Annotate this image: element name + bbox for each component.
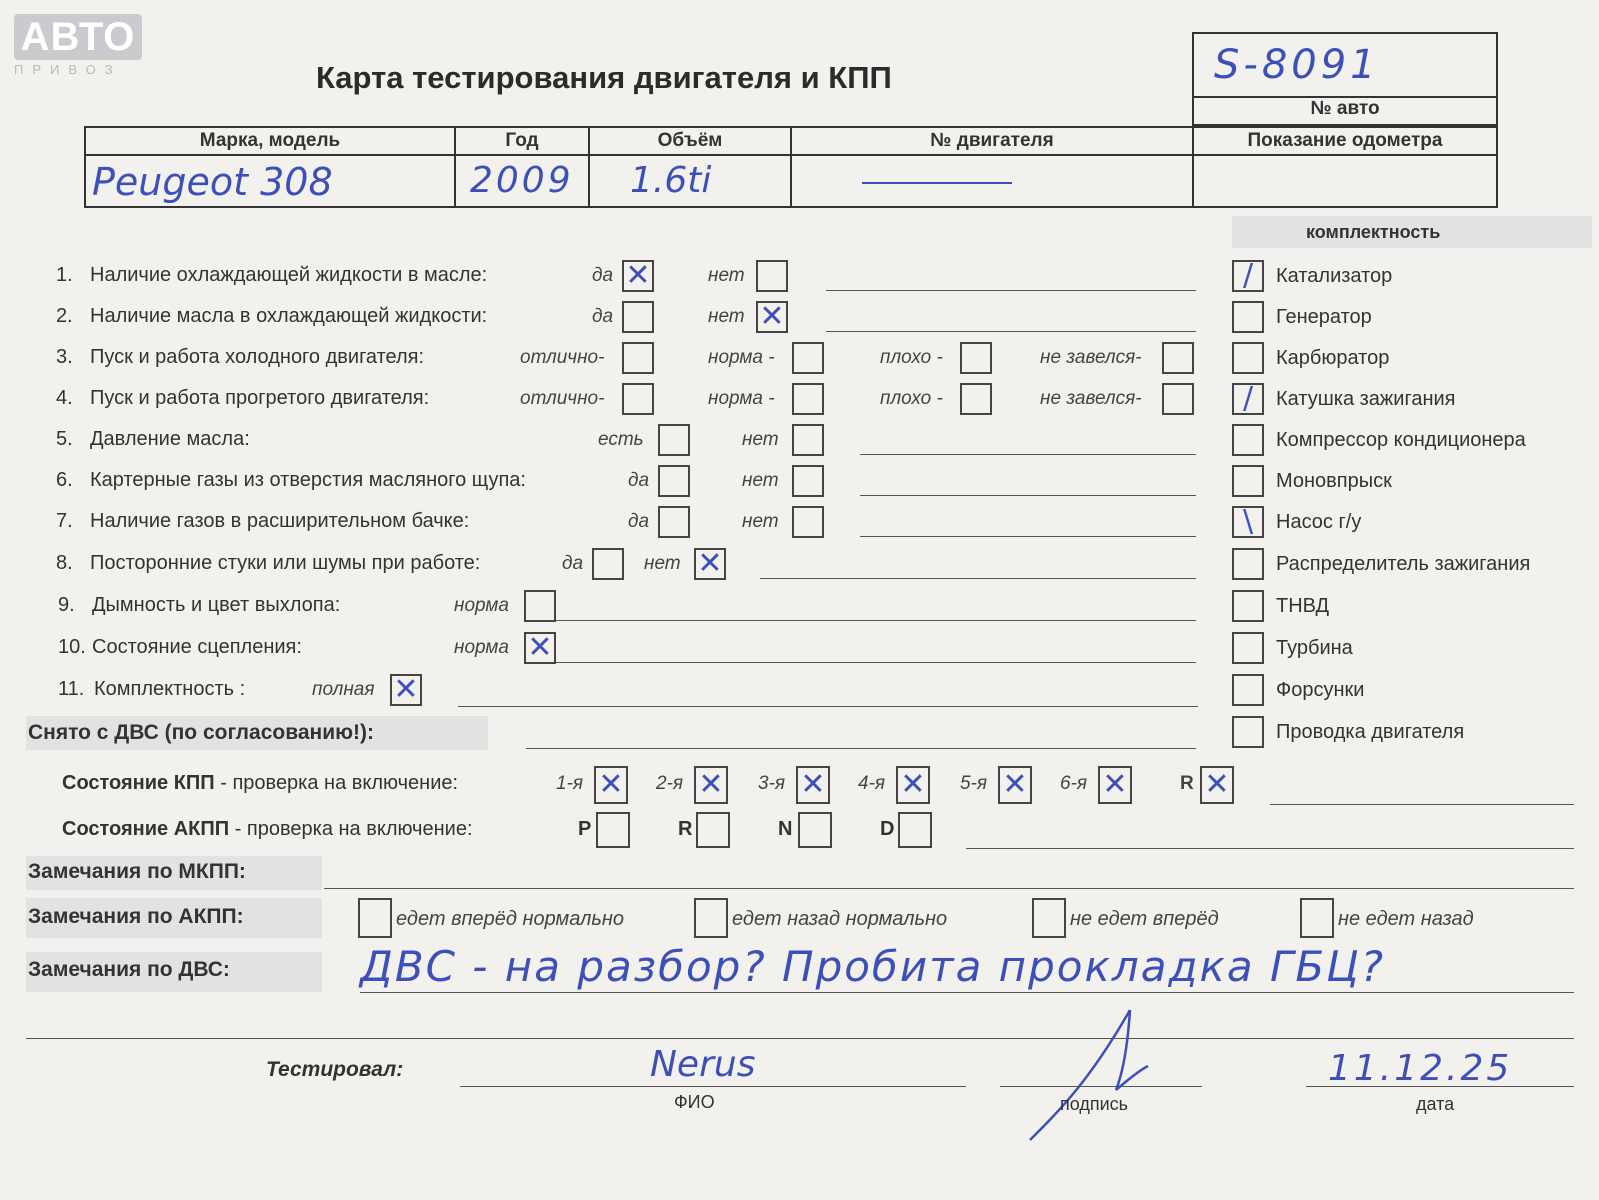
question-text: Состояние сцепления:: [92, 636, 302, 658]
snyato-label: Снято с ДВС (по согласованию!):: [28, 721, 375, 744]
q8-net-checkbox[interactable]: ✕: [694, 548, 726, 580]
question-number: 7.: [56, 510, 73, 532]
remarks-mkpp-label: Замечания по МКПП:: [28, 860, 246, 883]
q7-da-checkbox[interactable]: [658, 506, 690, 538]
q4-ne-zavelsya-checkbox[interactable]: [1162, 383, 1194, 415]
komplekt-label: Компрессор кондиционера: [1276, 429, 1526, 451]
gear-checkbox[interactable]: ✕: [998, 766, 1032, 804]
option-label: нет: [742, 470, 779, 491]
engine-number-dash: [862, 182, 1012, 184]
auto-number-value: S-8091: [1214, 42, 1380, 88]
page-title: Карта тестирования двигателя и КПП: [316, 60, 892, 95]
tester-name: Nerus: [650, 1044, 756, 1085]
q2-da-checkbox[interactable]: [622, 301, 654, 333]
mode-checkbox[interactable]: [696, 812, 730, 848]
question-number: 5.: [56, 428, 73, 450]
question-number: 10.: [58, 636, 86, 658]
cell-year: [454, 154, 590, 208]
avto-privoz-logo: [14, 14, 150, 77]
cell-odometer: [1192, 154, 1498, 208]
q5-est-checkbox[interactable]: [658, 424, 690, 456]
question-number: 4.: [56, 387, 73, 409]
akpp-remark-label: не едет вперёд: [1070, 908, 1219, 930]
komplekt-label: Катализатор: [1276, 265, 1393, 287]
question-number: 11.: [58, 678, 85, 700]
option-label: есть: [598, 429, 644, 450]
auto-number-cell: [1192, 32, 1498, 98]
option-label: нет: [708, 265, 745, 286]
akpp-remark-label: едет вперёд нормально: [396, 908, 625, 930]
q6-da-checkbox[interactable]: [658, 465, 690, 497]
question-text: Картерные газы из отверстия масляного щупа:: [90, 469, 526, 491]
question-text: Пуск и работа холодного двигателя:: [90, 346, 425, 368]
option-label: не завелся-: [1040, 347, 1142, 368]
option-label: норма -: [708, 347, 775, 368]
remarks-dvs-text: ДВС - на разбор? Пробита прокладка ГБЦ?: [360, 942, 1386, 991]
tested-label: Тестировал:: [266, 1058, 404, 1081]
header-make-model: Марка, модель: [84, 126, 456, 156]
option-label: полная: [312, 679, 375, 700]
mode-label: N: [778, 818, 793, 840]
komplekt-checkbox[interactable]: [1232, 590, 1264, 622]
komplekt-label: Турбина: [1276, 637, 1353, 659]
mode-label: D: [880, 818, 895, 840]
komplekt-checkbox[interactable]: [1232, 716, 1264, 748]
q2-net-checkbox[interactable]: ✕: [756, 301, 788, 333]
gear-checkbox[interactable]: ✕: [1200, 766, 1234, 804]
option-label: да: [562, 553, 584, 574]
option-label: да: [628, 511, 650, 532]
akpp-remark-checkbox[interactable]: [694, 898, 728, 938]
cell-engine-number: [790, 154, 1194, 208]
date-label: дата: [1416, 1094, 1455, 1114]
mode-label: R: [678, 818, 693, 840]
q1-net-checkbox[interactable]: [756, 260, 788, 292]
question-number: 1.: [56, 264, 73, 286]
cell-make-model: [84, 154, 456, 208]
q9-norma-checkbox[interactable]: [524, 590, 556, 622]
q3-otlichno-checkbox[interactable]: [622, 342, 654, 374]
q5-net-checkbox[interactable]: [792, 424, 824, 456]
q1-da-checkbox[interactable]: ✕: [622, 260, 654, 292]
option-label: да: [592, 265, 614, 286]
gear-checkbox[interactable]: ✕: [896, 766, 930, 804]
mode-checkbox[interactable]: [596, 812, 630, 848]
q4-norma-checkbox[interactable]: [792, 383, 824, 415]
akpp-remark-checkbox[interactable]: [358, 898, 392, 938]
akpp-remark-checkbox[interactable]: [1032, 898, 1066, 938]
signature-scribble: [1020, 1000, 1160, 1150]
komplekt-label: ТНВД: [1276, 595, 1330, 617]
question-text: Посторонние стуки или шумы при работе:: [90, 552, 481, 574]
option-label: да: [628, 470, 650, 491]
komplekt-label: Проводка двигателя: [1276, 721, 1465, 743]
question-text: Наличие газов в расширительном бачке:: [90, 510, 470, 532]
question-text: Наличие масла в охлаждающей жидкости:: [90, 305, 488, 327]
mode-checkbox[interactable]: [898, 812, 932, 848]
logo-text-top: АВТО: [14, 14, 142, 60]
gear-label: 1-я: [556, 773, 584, 794]
q8-da-checkbox[interactable]: [592, 548, 624, 580]
komplekt-label: Катушка зажигания: [1276, 388, 1456, 410]
komplekt-label: Насос г/у: [1276, 511, 1362, 533]
komplekt-checkbox[interactable]: [1232, 548, 1264, 580]
option-label: норма: [454, 637, 509, 658]
question-text: Давление масла:: [90, 428, 250, 450]
question-number: 9.: [58, 594, 75, 616]
komplekt-checkbox[interactable]: /: [1232, 383, 1264, 415]
fio-label: ФИО: [674, 1092, 715, 1112]
komplekt-checkbox[interactable]: [1232, 424, 1264, 456]
cell-volume: [588, 154, 792, 208]
option-label: плохо -: [880, 347, 943, 368]
komplekt-checkbox[interactable]: \: [1232, 506, 1264, 538]
akpp-remark-label: едет назад нормально: [732, 908, 948, 930]
akpp-remark-checkbox[interactable]: [1300, 898, 1334, 938]
q4-otlichno-checkbox[interactable]: [622, 383, 654, 415]
option-label: нет: [742, 429, 779, 450]
gear-checkbox[interactable]: ✕: [1098, 766, 1132, 804]
komplekt-label: Генератор: [1276, 306, 1372, 328]
option-label: да: [592, 306, 614, 327]
option-label: норма: [454, 595, 509, 616]
auto-number-label: № авто: [1310, 98, 1380, 119]
question-number: 8.: [56, 552, 73, 574]
header-engine-number: № двигателя: [790, 126, 1194, 156]
test-date: 11.12.25: [1328, 1048, 1513, 1089]
signature-label: подпись: [1060, 1094, 1129, 1114]
q4-ploho-checkbox[interactable]: [960, 383, 992, 415]
question-number: 3.: [56, 346, 73, 368]
komplekt-checkbox[interactable]: [1232, 301, 1264, 333]
gear-checkbox[interactable]: ✕: [796, 766, 830, 804]
q6-net-checkbox[interactable]: [792, 465, 824, 497]
komplekt-checkbox[interactable]: /: [1232, 260, 1264, 292]
komplekt-label: Форсунки: [1276, 679, 1365, 701]
q7-net-checkbox[interactable]: [792, 506, 824, 538]
kpp-label: Состояние КПП - проверка на включение:: [62, 772, 459, 794]
question-text: Наличие охлаждающей жидкости в масле:: [90, 264, 488, 286]
komplekt-checkbox[interactable]: [1232, 674, 1264, 706]
question-text: Комплектность :: [94, 678, 246, 700]
komplekt-label: Моновпрыск: [1276, 470, 1392, 492]
question-text: Дымность и цвет выхлопа:: [92, 594, 341, 616]
gear-label: R: [1180, 773, 1194, 794]
question-text: Пуск и работа прогретого двигателя:: [90, 387, 430, 409]
komplekt-checkbox[interactable]: [1232, 465, 1264, 497]
komplekt-label: Распределитель зажигания: [1276, 553, 1531, 575]
q3-ne-zavelsya-checkbox[interactable]: [1162, 342, 1194, 374]
option-label: не завелся-: [1040, 388, 1142, 409]
auto-number-label-cell: [1192, 96, 1498, 126]
header-year: Год: [454, 126, 590, 156]
gear-checkbox[interactable]: ✕: [594, 766, 628, 804]
akpp-label: Состояние АКПП - проверка на включение:: [62, 818, 473, 840]
mode-checkbox[interactable]: [798, 812, 832, 848]
akpp-remark-label: не едет назад: [1338, 908, 1474, 930]
q11-polnaya-checkbox[interactable]: ✕: [390, 674, 422, 706]
gear-label: 3-я: [758, 773, 786, 794]
volume-value: 1.6ti: [630, 160, 712, 201]
header-odometer: Показание одометра: [1192, 126, 1498, 156]
year-value: 2009: [470, 160, 574, 201]
gear-checkbox[interactable]: ✕: [694, 766, 728, 804]
gear-label: 4-я: [858, 773, 886, 794]
option-label: отлично-: [520, 388, 605, 409]
komplekt-label: Карбюратор: [1276, 347, 1390, 369]
option-label: отлично-: [520, 347, 605, 368]
mode-label: P: [578, 818, 592, 840]
option-label: нет: [708, 306, 745, 327]
logo-text-bottom: ПРИВОЗ: [14, 62, 122, 77]
remarks-dvs-label: Замечания по ДВС:: [28, 958, 230, 981]
komplekt-checkbox[interactable]: [1232, 632, 1264, 664]
question-number: 6.: [56, 469, 73, 491]
gear-label: 6-я: [1060, 773, 1088, 794]
q10-norma-checkbox[interactable]: ✕: [524, 632, 556, 664]
komplekt-title: комплектность: [1306, 222, 1441, 242]
option-label: плохо -: [880, 388, 943, 409]
header-volume: Объём: [588, 126, 792, 156]
q3-ploho-checkbox[interactable]: [960, 342, 992, 374]
q3-norma-checkbox[interactable]: [792, 342, 824, 374]
option-label: нет: [742, 511, 779, 532]
option-label: нет: [644, 553, 681, 574]
option-label: норма -: [708, 388, 775, 409]
komplekt-checkbox[interactable]: [1232, 342, 1264, 374]
gear-label: 2-я: [656, 773, 684, 794]
question-number: 2.: [56, 305, 73, 327]
make-model-value: Peugeot 308: [92, 160, 333, 204]
gear-label: 5-я: [960, 773, 988, 794]
remarks-akpp-label: Замечания по АКПП:: [28, 905, 244, 928]
